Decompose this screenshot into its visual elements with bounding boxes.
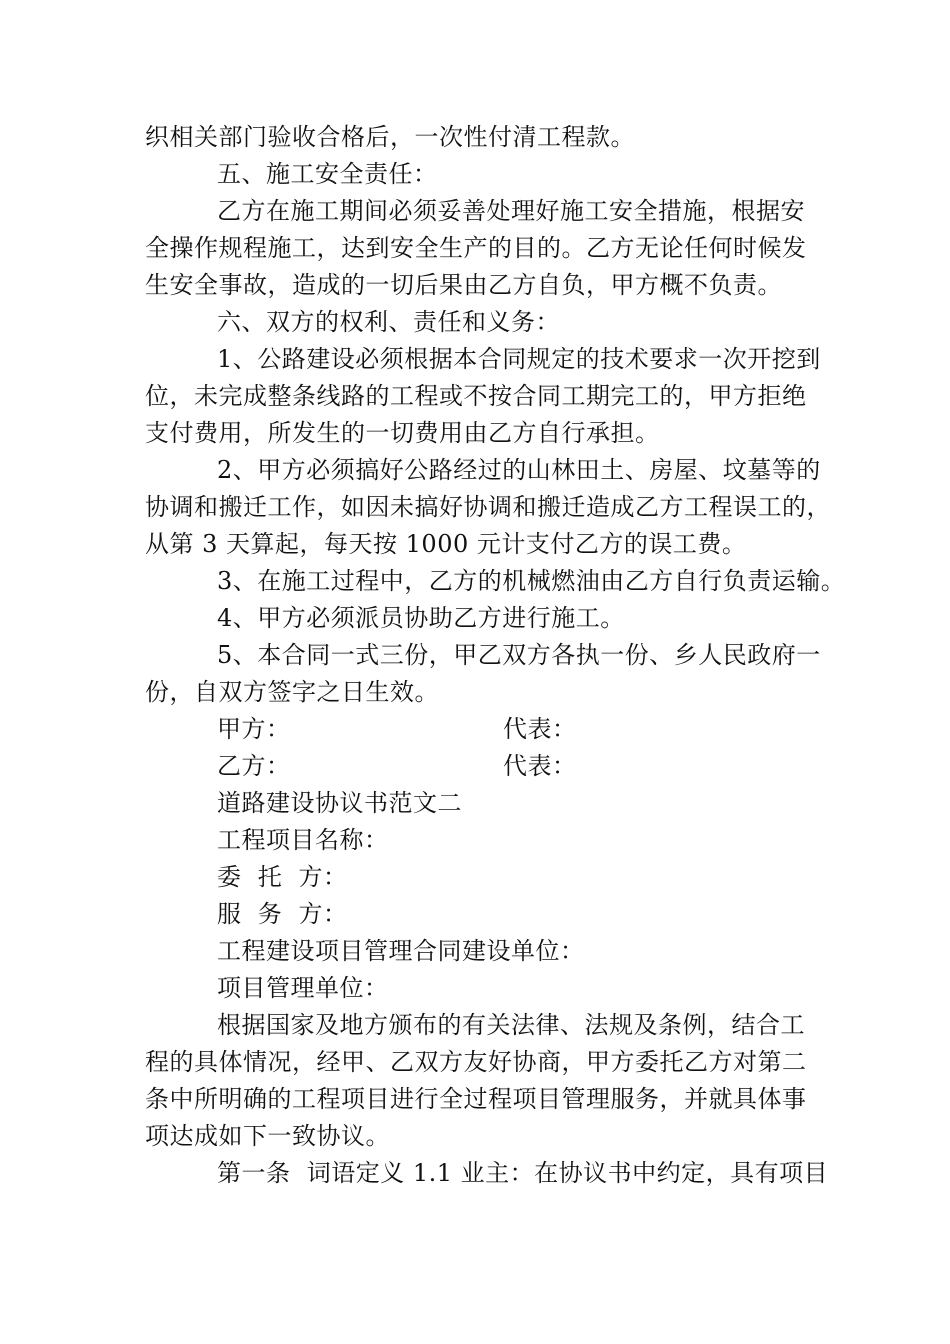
paragraph-line: 份，自双方签字之日生效。 [145,678,439,706]
paragraph-line: 条中所明确的工程项目进行全过程项目管理服务，并就具体事 [145,1085,807,1113]
section-heading: 六、双方的权利、责任和义务： [217,308,560,336]
paragraph-line: 全操作规程施工，达到安全生产的目的。乙方无论任何时候发 [145,234,807,262]
party-a-rep-label: 代表： [503,715,577,743]
document-title: 道路建设协议书范文二 [217,789,462,817]
paragraph-line: 位，未完成整条线路的工程或不按合同工期完工的，甲方拒绝 [145,382,807,410]
paragraph-line: 协调和搬迁工作，如因未搞好协调和搬迁造成乙方工程误工的， [145,493,831,521]
paragraph-line: 乙方在施工期间必须妥善处理好施工安全措施，根据安 [217,197,805,225]
paragraph-line: 支付费用，所发生的一切费用由乙方自行承担。 [145,419,660,447]
paragraph-line: 根据国家及地方颁布的有关法律、法规及条例，结合工 [217,1011,805,1039]
paragraph-line: 5、本合同一式三份，甲乙双方各执一份、乡人民政府一 [217,641,821,669]
paragraph-line: 织相关部门验收合格后，一次性付清工程款。 [145,123,635,151]
client-label: 委 托 方： [217,863,348,891]
party-a-label: 甲方： [217,715,291,743]
project-name-label: 工程项目名称： [217,826,389,854]
paragraph-line: 生安全事故，造成的一切后果由乙方自负，甲方概不负责。 [145,271,782,299]
construction-unit-label: 工程建设项目管理合同建设单位： [217,937,585,965]
paragraph-line: 3、在施工过程中，乙方的机械燃油由乙方自行负责运输。 [217,567,846,595]
section-heading: 五、施工安全责任： [217,160,438,188]
party-b-label: 乙方： [217,752,291,780]
party-b-rep-label: 代表： [503,752,577,780]
management-unit-label: 项目管理单位： [217,974,389,1002]
paragraph-line: 程的具体情况，经甲、乙双方友好协商，甲方委托乙方对第二 [145,1048,807,1076]
paragraph-line: 2、甲方必须搞好公路经过的山林田土、房屋、坟墓等的 [217,456,821,484]
paragraph-line: 4、甲方必须派员协助乙方进行施工。 [217,604,625,632]
paragraph-line: 1、公路建设必须根据本合同规定的技术要求一次开挖到 [217,345,821,373]
paragraph-line: 从第 3 天算起，每天按 1000 元计支付乙方的误工费。 [145,530,747,558]
paragraph-line: 项达成如下一致协议。 [145,1122,390,1150]
service-provider-label: 服 务 方： [217,900,348,928]
article-one-line: 第一条 词语定义 1.1 业主：在协议书中约定，具有项目 [217,1159,829,1187]
